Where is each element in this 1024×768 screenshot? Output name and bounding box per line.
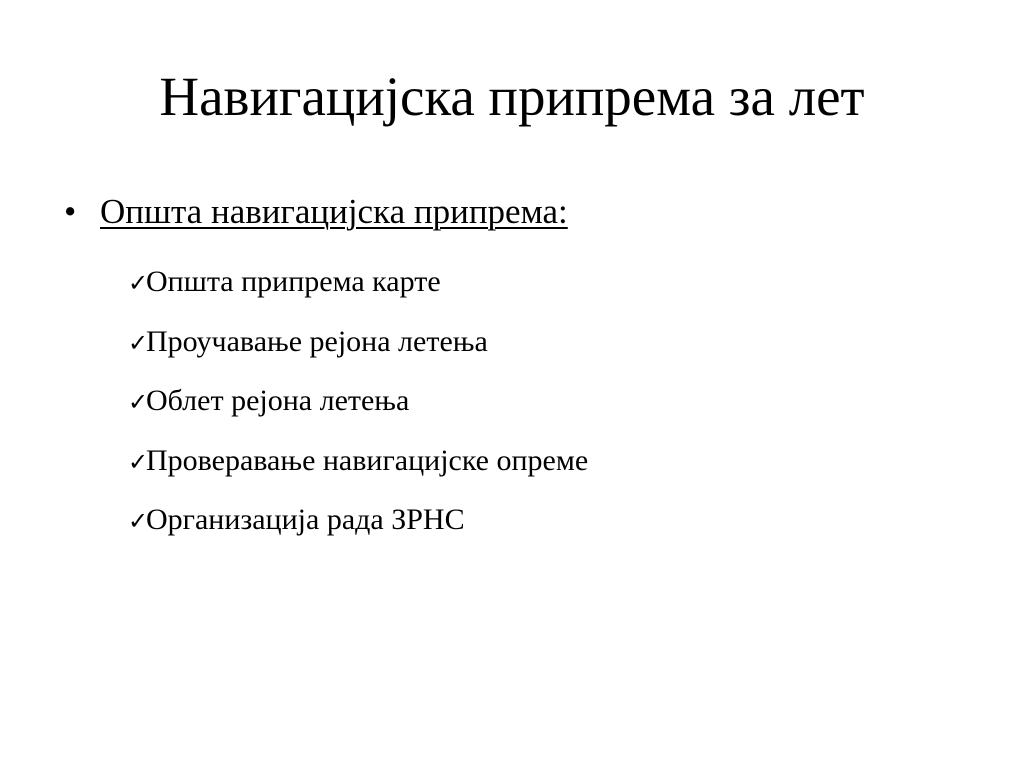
checklist-item-text: Проучавање рејона летења — [146, 324, 488, 358]
checklist-item-text: Општа припрема карте — [146, 265, 441, 298]
checklist — [128, 253, 588, 551]
checkmark-icon: ✓ — [128, 507, 149, 535]
main-bullet-text: Општа навигацијска припрема: — [100, 192, 568, 231]
slide-title: Навигацијска припрема за лет — [159, 66, 865, 127]
checkmark-icon: ✓ — [128, 388, 149, 416]
bullet-icon: • — [64, 192, 77, 231]
checklist-item — [128, 313, 588, 373]
checklist-item-text: Организација рада ЗРНС — [146, 503, 465, 536]
checklist-item-text: Проверавање навигацијске опреме — [146, 443, 589, 477]
checklist-item — [128, 432, 588, 492]
checkmark-icon: ✓ — [128, 447, 149, 476]
checklist-item — [128, 372, 588, 432]
checklist-item — [128, 491, 588, 551]
checkmark-icon: ✓ — [128, 269, 149, 297]
checklist-item — [128, 253, 588, 313]
checklist-item-text: Облет рејона летења — [146, 384, 410, 417]
main-bullet-item — [64, 188, 568, 236]
checkmark-icon: ✓ — [128, 328, 149, 357]
